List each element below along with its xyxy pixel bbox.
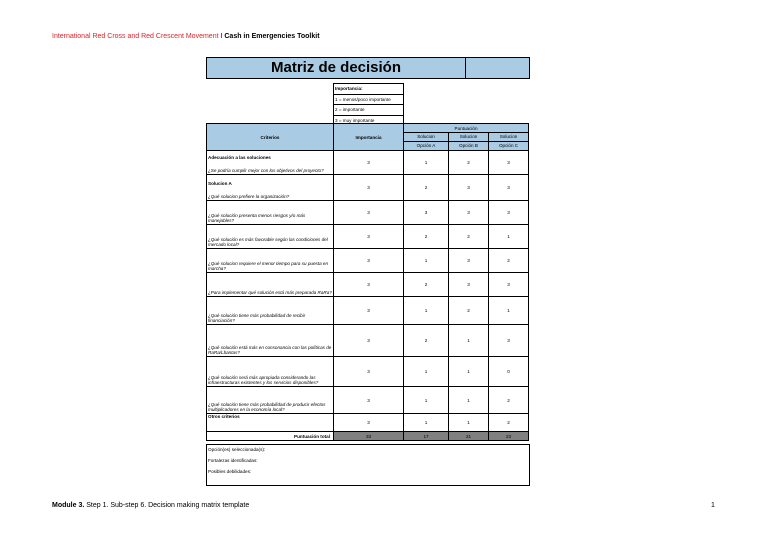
table-row (207, 357, 529, 387)
footer-text: Step 1. Sub-step 6. Decision making matrix template (84, 502, 250, 509)
score-option-c: 3 (489, 273, 529, 297)
title-extra-cell (466, 58, 529, 78)
importance-value: 3 (334, 414, 404, 432)
importance-value: 3 (334, 357, 404, 387)
header-separator: I (218, 33, 225, 40)
score-option-b: 1 (449, 325, 489, 357)
header-option-b-line1: Solucion (449, 133, 489, 142)
page-number: 1 (711, 502, 715, 509)
score-option-a: 1 (404, 297, 449, 325)
header-toolkit: Cash in Emergencies Toolkit (224, 33, 320, 40)
score-option-a: 1 (404, 249, 449, 273)
table-row (207, 297, 529, 325)
table-header-row (207, 124, 529, 133)
score-option-b: 1 (449, 357, 489, 387)
table-row (207, 273, 529, 297)
criterion-cell: ¿Para implementar qué solución está más preparada RaRa? (207, 273, 334, 297)
notes-box (206, 444, 530, 486)
total-option-a: 17 (404, 432, 449, 441)
criterion-cell (207, 151, 334, 175)
header-option-b-line2: Opción B (449, 142, 489, 151)
importance-value: 3 (334, 151, 404, 175)
table-row (207, 175, 529, 201)
table-row (207, 325, 529, 357)
matrix-title: Matriz de decisión (207, 58, 466, 78)
note-weaknesses: Posibles debilidades: (208, 469, 252, 474)
score-option-a: 2 (404, 273, 449, 297)
importance-value: 3 (334, 175, 404, 201)
criterion-cell: ¿Qué solución es más favorable según las condiciones del mercado local? (207, 225, 334, 249)
importance-legend (333, 83, 404, 126)
note-strengths: Fortalezas identificadas: (208, 458, 258, 463)
score-option-b: 2 (449, 225, 489, 249)
score-option-b: 2 (449, 151, 489, 175)
total-option-c: 23 (489, 432, 529, 441)
legend-item-3: 3 = muy importante (334, 116, 403, 127)
score-option-c: 3 (489, 175, 529, 201)
criterion-cell: Otros criterios (207, 414, 334, 432)
header-criteria: Criterios (207, 124, 334, 151)
matrix-title-bar (206, 57, 530, 79)
score-option-c: 3 (489, 151, 529, 175)
total-importance: 33 (334, 432, 404, 441)
table-row (207, 387, 529, 414)
importance-value: 3 (334, 387, 404, 414)
score-option-a: 2 (404, 175, 449, 201)
criterion-cell: ¿Qué solución tiene más probabilidad de recibir financiación? (207, 297, 334, 325)
criterion-text: ¿Se podría cumplir mejor con los objetivos del proyecto? (208, 168, 324, 174)
score-option-c: 1 (489, 297, 529, 325)
table-row (207, 249, 529, 273)
criterion-cell: ¿Qué solución será más apropiada considerando las infraestructuras existentes y los servicios disponibles? (207, 357, 334, 387)
score-option-a: 3 (404, 201, 449, 225)
score-option-c: 3 (489, 325, 529, 357)
score-option-c: 2 (489, 414, 529, 432)
total-row (207, 432, 529, 441)
table-row (207, 414, 529, 432)
header-importance: Importancia (334, 124, 404, 151)
criterion-cell (207, 175, 334, 201)
score-option-a: 1 (404, 357, 449, 387)
score-option-a: 1 (404, 151, 449, 175)
score-option-a: 1 (404, 387, 449, 414)
header-option-c-line2: Opción C (489, 142, 529, 151)
criterion-cell: ¿Qué solución tiene más probabilidad de producir efectos multiplicadores en la economía local? (207, 387, 334, 414)
criterion-text: ¿Qué solucion prefiere la organización? (208, 194, 290, 200)
score-option-b: 3 (449, 249, 489, 273)
header-option-a-line1: Solucion (404, 133, 449, 142)
score-option-c: 2 (489, 387, 529, 414)
document-footer (52, 502, 249, 509)
score-option-b: 3 (449, 201, 489, 225)
score-option-a: 2 (404, 325, 449, 357)
footer-module: Module 3. (52, 502, 85, 509)
score-option-c: 3 (489, 201, 529, 225)
table-row (207, 151, 529, 175)
importance-value: 3 (334, 297, 404, 325)
criterion-cell: ¿Qué solución presenta menos riesgos y/o más manejables? (207, 201, 334, 225)
total-label: Puntuación total (207, 432, 334, 441)
importance-value: 3 (334, 201, 404, 225)
score-option-c: 2 (489, 249, 529, 273)
table-row (207, 225, 529, 249)
decision-matrix-table (206, 123, 529, 441)
section-label: Adecuación a las soluciones (208, 154, 271, 160)
section-label: Solucion A (208, 180, 232, 186)
criterion-cell: ¿Qué solución está más en consonancia con las políticas de RaRa/Lbantas? (207, 325, 334, 357)
importance-value: 3 (334, 325, 404, 357)
score-option-a: 1 (404, 414, 449, 432)
legend-heading: Importancia: (334, 84, 403, 95)
criterion-cell: ¿Qué solucion requiere el menor tiempo para su puesta en marcha? (207, 249, 334, 273)
score-option-a: 2 (404, 225, 449, 249)
table-row (207, 201, 529, 225)
score-option-b: 3 (449, 273, 489, 297)
score-option-b: 3 (449, 175, 489, 201)
header-organization: International Red Cross and Red Crescent Movement (52, 33, 219, 40)
legend-item-1: 1 = menos/poco importante (334, 95, 403, 106)
score-option-b: 1 (449, 387, 489, 414)
header-score: Puntuación (404, 124, 529, 133)
legend-item-2: 2 = importante (334, 105, 403, 116)
importance-value: 3 (334, 249, 404, 273)
total-option-b: 21 (449, 432, 489, 441)
importance-value: 3 (334, 273, 404, 297)
importance-value: 3 (334, 225, 404, 249)
score-option-c: 1 (489, 225, 529, 249)
score-option-c: 0 (489, 357, 529, 387)
document-header (52, 33, 320, 40)
score-option-b: 2 (449, 297, 489, 325)
note-selected-options: Opción(es) seleccionada(s): (208, 447, 266, 452)
header-option-c-line1: Solucion (489, 133, 529, 142)
score-option-b: 1 (449, 414, 489, 432)
header-option-a-line2: Opción A (404, 142, 449, 151)
